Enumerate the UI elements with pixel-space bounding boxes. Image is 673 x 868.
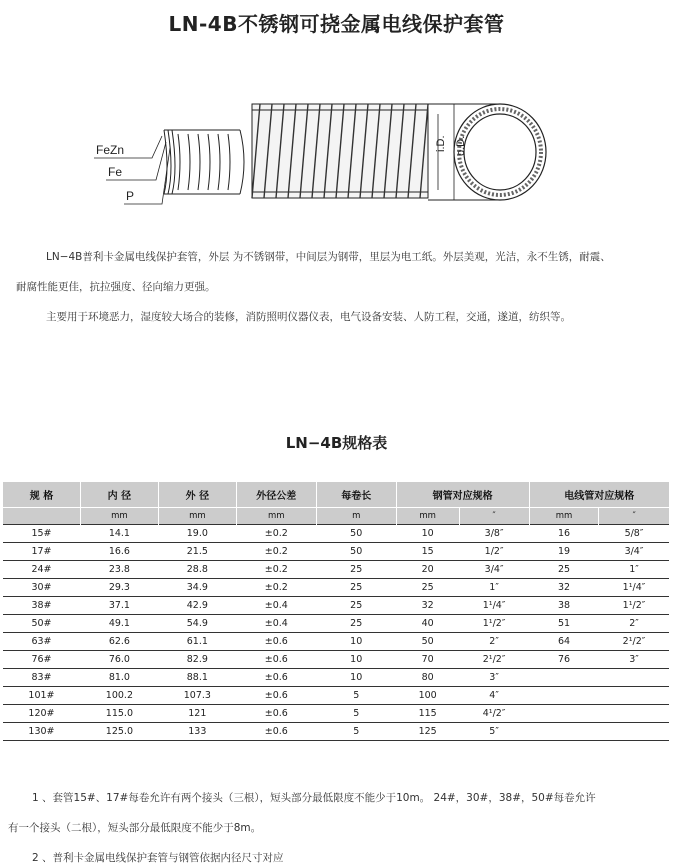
table-cell: [599, 723, 669, 741]
unit-steel-mm: mm: [396, 508, 459, 525]
table-cell: ±0.4: [236, 597, 316, 615]
table-cell: 121: [158, 705, 236, 723]
table-cell: [529, 723, 599, 741]
table-cell: 76#: [3, 651, 81, 669]
table-cell: 23.8: [80, 561, 158, 579]
table-row: [3, 651, 670, 669]
table-cell: 80: [396, 669, 459, 687]
table-cell: 50#: [3, 615, 81, 633]
table-cell: [529, 687, 599, 705]
header-inner-diameter: 内 径: [80, 482, 158, 508]
table-row: [3, 723, 670, 741]
header-conduit: 电线管对应规格: [529, 482, 669, 508]
table-cell: 5: [316, 705, 396, 723]
intro-line-2: 耐腐性能更佳，抗拉强度、径向缩力更强。: [16, 281, 216, 293]
table-cell: 3/4″: [599, 543, 669, 561]
table-cell: 14.1: [80, 525, 158, 543]
header-steel-pipe: 钢管对应规格: [396, 482, 529, 508]
table-cell: 1″: [459, 579, 529, 597]
spec-table: [2, 481, 669, 741]
table-row: [3, 669, 670, 687]
table-cell: 25: [529, 561, 599, 579]
table-cell: ±0.6: [236, 669, 316, 687]
table-cell: 4″: [459, 687, 529, 705]
table-cell: 1¹/2″: [459, 615, 529, 633]
table-cell: 3/8″: [459, 525, 529, 543]
table-row: [3, 687, 670, 705]
table-cell: [529, 705, 599, 723]
layer-label-fe: Fe: [108, 165, 123, 179]
table-cell: 51: [529, 615, 599, 633]
table-cell: 34.9: [158, 579, 236, 597]
table-cell: 29.3: [80, 579, 158, 597]
unit-tolerance: mm: [236, 508, 316, 525]
table-row: [3, 579, 670, 597]
table-cell: 115: [396, 705, 459, 723]
table-cell: 25: [316, 615, 396, 633]
unit-steel-inch: ″: [459, 508, 529, 525]
table-cell: ±0.2: [236, 525, 316, 543]
table-cell: 1¹/4″: [599, 579, 669, 597]
page-title: LN-4B不锈钢可挠金属电线保护套管: [168, 12, 505, 36]
table-cell: 5: [316, 687, 396, 705]
note-1-line-1: 1 、套管15#、17#每卷允许有两个接头（三根），短头部分最低限度不能少于10m。 24#，30#，38#，50#每卷允许: [32, 792, 596, 804]
table-cell: 28.8: [158, 561, 236, 579]
table-cell: 101#: [3, 687, 81, 705]
table-cell: 1″: [599, 561, 669, 579]
table-cell: 82.9: [158, 651, 236, 669]
dim-label-id: i.D.: [435, 135, 447, 152]
table-row: [3, 561, 670, 579]
table-cell: 3″: [459, 669, 529, 687]
table-cell: [599, 687, 669, 705]
table-cell: 38: [529, 597, 599, 615]
table-cell: 1/2″: [459, 543, 529, 561]
unit-inner-diameter: mm: [80, 508, 158, 525]
table-cell: 62.6: [80, 633, 158, 651]
table-cell: 54.9: [158, 615, 236, 633]
table-cell: 17#: [3, 543, 81, 561]
table-row: [3, 597, 670, 615]
table-cell: 5″: [459, 723, 529, 741]
note-2: 2 、普利卡金属电线保护套管与钢管依据内径尺寸对应: [32, 852, 284, 864]
table-cell: 107.3: [158, 687, 236, 705]
table-cell: 100.2: [80, 687, 158, 705]
table-cell: 50: [396, 633, 459, 651]
table-cell: 20: [396, 561, 459, 579]
table-cell: 1¹/4″: [459, 597, 529, 615]
table-cell: 15#: [3, 525, 81, 543]
table-cell: ±0.4: [236, 615, 316, 633]
table-cell: 30#: [3, 579, 81, 597]
table-cell: 32: [529, 579, 599, 597]
table-cell: ±0.2: [236, 543, 316, 561]
table-cell: ±0.6: [236, 633, 316, 651]
table-cell: 4¹/2″: [459, 705, 529, 723]
table-cell: 5: [316, 723, 396, 741]
table-cell: 25: [316, 579, 396, 597]
table-cell: 115.0: [80, 705, 158, 723]
table-cell: 15: [396, 543, 459, 561]
table-cell: 38#: [3, 597, 81, 615]
table-cell: 10: [316, 633, 396, 651]
table-cell: 25: [396, 579, 459, 597]
table-cell: 100: [396, 687, 459, 705]
table-cell: 10: [316, 651, 396, 669]
table-row: [3, 543, 670, 561]
table-cell: 2¹/2″: [459, 651, 529, 669]
table-cell: [529, 669, 599, 687]
unit-spec: [3, 508, 81, 525]
conduit-diagram: [80, 90, 560, 210]
table-cell: [599, 705, 669, 723]
table-cell: 120#: [3, 705, 81, 723]
table-cell: ±0.6: [236, 651, 316, 669]
table-cell: 50: [316, 525, 396, 543]
table-cell: 76: [529, 651, 599, 669]
table-cell: 81.0: [80, 669, 158, 687]
table-cell: 5/8″: [599, 525, 669, 543]
table-cell: 76.0: [80, 651, 158, 669]
table-cell: 3″: [599, 651, 669, 669]
conduit-end-inner: [464, 114, 536, 190]
table-cell: 1¹/2″: [599, 597, 669, 615]
header-roll-length: 每卷长: [316, 482, 396, 508]
table-cell: ±0.6: [236, 723, 316, 741]
intro-line-1: LN−4B普利卡金属电线保护套管，外层 为不锈钢带，中间层为钢带，里层为电工纸。外层美观，光洁，永不生锈，耐震、: [46, 251, 611, 263]
table-cell: 83#: [3, 669, 81, 687]
table-cell: 133: [158, 723, 236, 741]
table-cell: 19: [529, 543, 599, 561]
table-cell: 25: [316, 597, 396, 615]
table-cell: 42.9: [158, 597, 236, 615]
table-cell: 130#: [3, 723, 81, 741]
table-row: [3, 615, 670, 633]
table-cell: 64: [529, 633, 599, 651]
unit-roll-length: m: [316, 508, 396, 525]
table-cell: 70: [396, 651, 459, 669]
unit-conduit-mm: mm: [529, 508, 599, 525]
dim-label-od: o.D.: [455, 135, 467, 156]
layer-label-fezn: FeZn: [96, 143, 125, 157]
unit-conduit-inch: ″: [599, 508, 669, 525]
table-cell: 10: [396, 525, 459, 543]
table-cell: ±0.2: [236, 561, 316, 579]
table-cell: 32: [396, 597, 459, 615]
table-cell: 2″: [599, 615, 669, 633]
table-cell: 125.0: [80, 723, 158, 741]
table-cell: 2″: [459, 633, 529, 651]
table-cell: 25: [316, 561, 396, 579]
layer-label-p: P: [126, 189, 135, 203]
table-cell: 63#: [3, 633, 81, 651]
note-1-line-2: 有一个接头（二根），短头部分最低限度不能少于8m。: [8, 822, 262, 834]
table-cell: 61.1: [158, 633, 236, 651]
table-cell: 16: [529, 525, 599, 543]
table-cell: 16.6: [80, 543, 158, 561]
table-cell: ±0.6: [236, 705, 316, 723]
table-cell: 88.1: [158, 669, 236, 687]
table-cell: 2¹/2″: [599, 633, 669, 651]
table-cell: ±0.6: [236, 687, 316, 705]
unit-outer-diameter: mm: [158, 508, 236, 525]
conduit-cross-section: [164, 130, 244, 194]
table-row: [3, 633, 670, 651]
table-cell: 3/4″: [459, 561, 529, 579]
table-cell: 10: [316, 669, 396, 687]
header-tolerance: 外径公差: [236, 482, 316, 508]
table-cell: 40: [396, 615, 459, 633]
table-cell: 19.0: [158, 525, 236, 543]
table-row: [3, 705, 670, 723]
table-cell: 49.1: [80, 615, 158, 633]
header-outer-diameter: 外 径: [158, 482, 236, 508]
table-cell: 50: [316, 543, 396, 561]
table-cell: ±0.2: [236, 579, 316, 597]
table-row: [3, 525, 670, 543]
header-spec: 规 格: [3, 482, 81, 508]
table-cell: 37.1: [80, 597, 158, 615]
table-cell: 21.5: [158, 543, 236, 561]
intro-line-3: 主要用于环境恶力，湿度较大场合的装修，消防照明仪器仪表，电气设备安装、人防工程，交通，遂道，纺织等。: [46, 311, 571, 323]
table-cell: [599, 669, 669, 687]
table-cell: 24#: [3, 561, 81, 579]
table-cell: 125: [396, 723, 459, 741]
table-title: LN−4B规格表: [285, 434, 388, 452]
